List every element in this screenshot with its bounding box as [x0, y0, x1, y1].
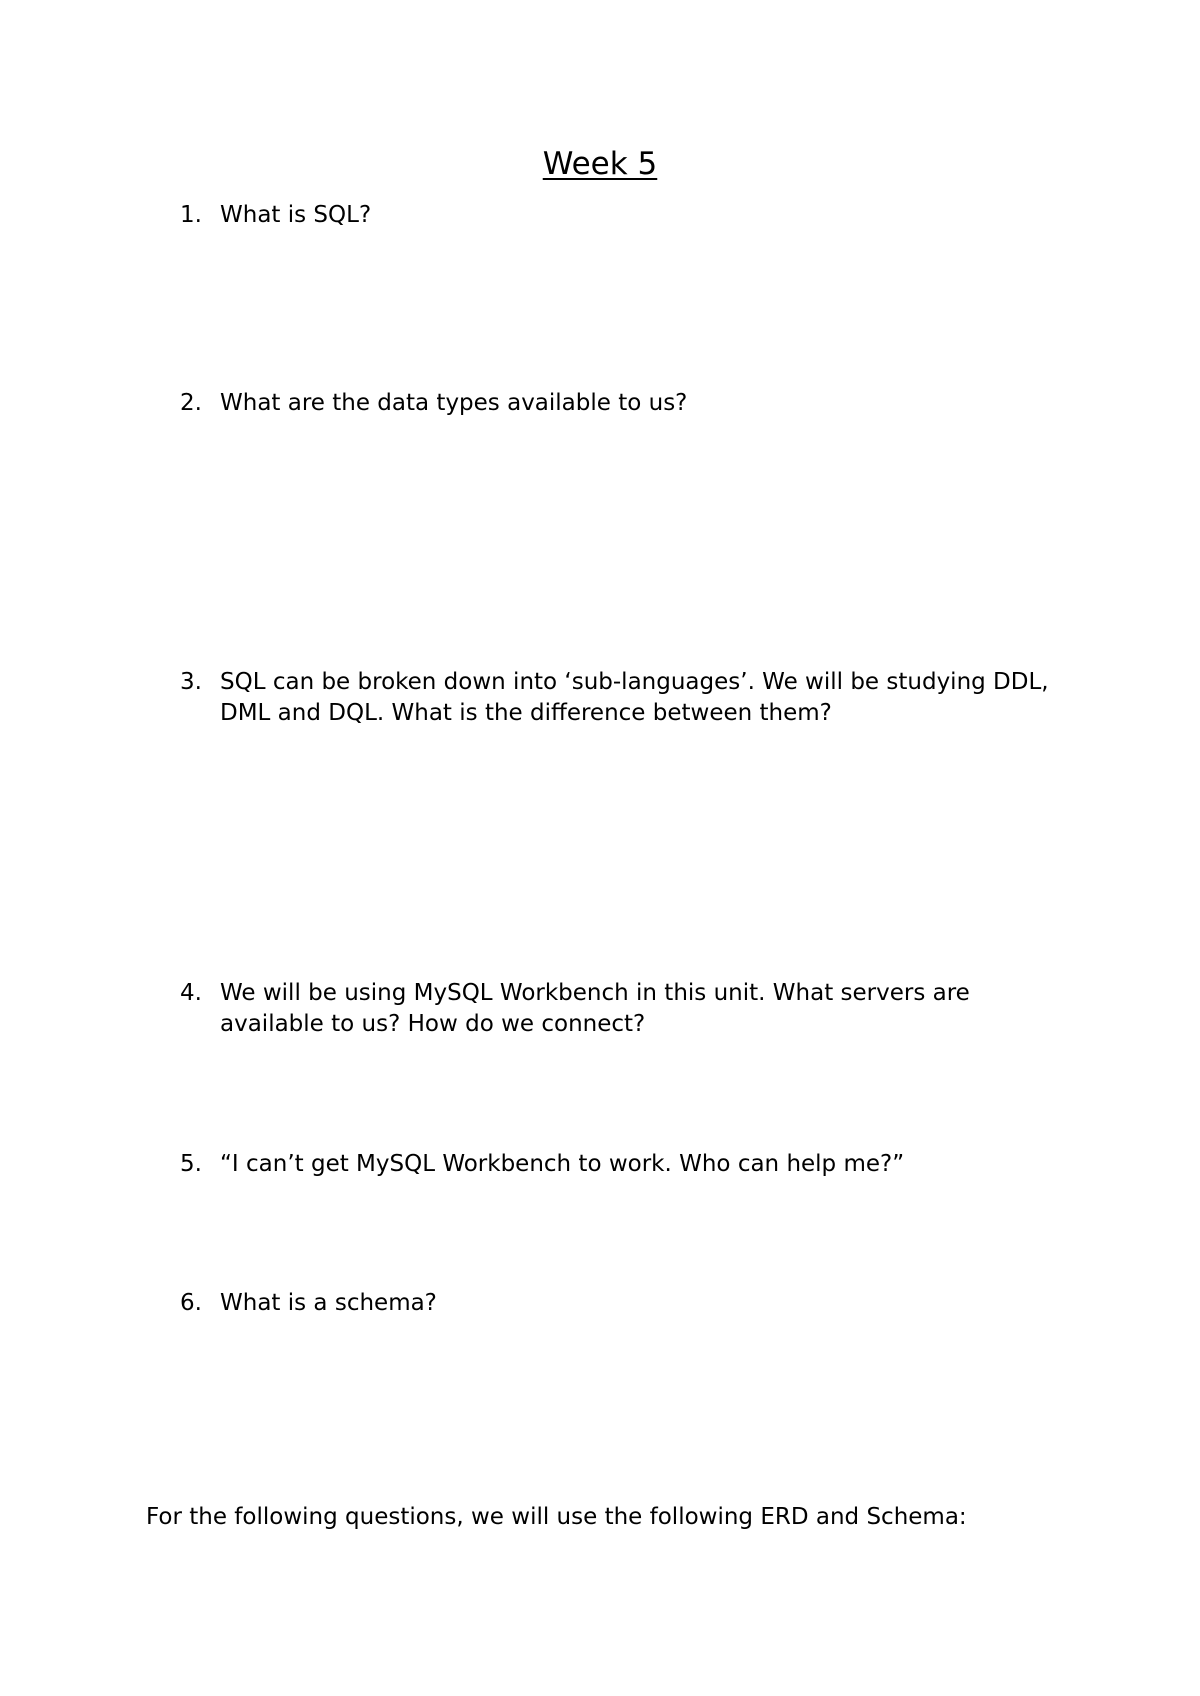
page-title-text: Week 5: [542, 146, 658, 182]
question-text: SQL can be broken down into ‘sub-languages’. We will be studying DDL, DML and DQL. What is the difference between them?: [220, 669, 1049, 726]
question-4: [180, 978, 1080, 1040]
question-2: [180, 388, 1080, 419]
question-text: What is a schema?: [220, 1290, 437, 1316]
question-number: 6.: [180, 1290, 202, 1316]
question-6: [180, 1288, 1080, 1319]
question-text: We will be using MySQL Workbench in this unit. What servers are available to us? How do we connect?: [220, 980, 970, 1037]
question-text: What are the data types available to us?: [220, 390, 688, 416]
page-title: [0, 144, 1200, 184]
question-number: 1.: [180, 202, 202, 228]
question-number: 5.: [180, 1151, 202, 1177]
question-1: [180, 200, 1080, 231]
question-number: 3.: [180, 669, 202, 695]
question-text: “I can’t get MySQL Workbench to work. Who can help me?”: [220, 1151, 905, 1177]
question-3: [180, 667, 1080, 729]
question-number: 4.: [180, 980, 202, 1006]
footer-instruction: For the following questions, we will use the following ERD and Schema:: [146, 1504, 967, 1530]
question-number: 2.: [180, 390, 202, 416]
question-5: [180, 1149, 1080, 1180]
question-text: What is SQL?: [220, 202, 372, 228]
